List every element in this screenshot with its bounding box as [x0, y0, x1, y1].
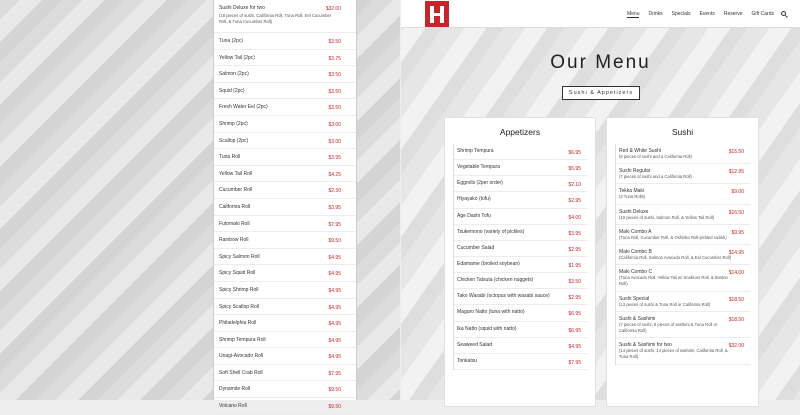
sushi-card — [606, 117, 759, 407]
search-icon[interactable] — [781, 11, 786, 16]
left-pane — [0, 0, 400, 411]
list-item — [454, 209, 587, 225]
item-name: Maguro Natto (tuna with natto) — [457, 309, 525, 316]
item-price: $4.00 — [568, 214, 581, 221]
item-price: $14.95 — [728, 250, 744, 257]
list-item — [616, 292, 750, 312]
list-item — [454, 160, 587, 176]
item-price: $3.75 — [328, 55, 341, 62]
list-item — [616, 164, 750, 184]
item-price: $4.95 — [328, 287, 341, 294]
item-price: $2.10 — [568, 182, 581, 189]
item-name: Spicy Squid Roll — [219, 270, 256, 277]
item-price: $4.95 — [328, 321, 341, 328]
item-price: $3.50 — [328, 39, 341, 45]
item-price: $32.00 — [325, 6, 341, 12]
item-price: $3.95 — [568, 230, 581, 237]
main-nav — [627, 11, 774, 18]
item-name: Tako Wasabi (octopus with wasabi sauce) — [457, 293, 550, 300]
list-item — [214, 33, 356, 50]
list-item — [214, 50, 356, 67]
item-price: $9.50 — [328, 238, 341, 245]
item-name: Salmon (2pc) — [219, 71, 249, 78]
item-price: $9.00 — [731, 189, 744, 196]
item-price: $3.50 — [328, 88, 341, 95]
item-price: $14.00 — [728, 270, 744, 277]
item-name: Sushi Special — [619, 295, 650, 302]
list-item — [214, 66, 356, 83]
item-desc: (3 Tuna Rolls) — [619, 194, 646, 200]
item-desc: (Tuna Avocado Roll, Yellow Tail w/ Scallions Roll, & Boston Roll) — [619, 275, 728, 287]
item-price: $4.95 — [328, 354, 341, 361]
item-price: $3.00 — [328, 138, 341, 145]
item-name: Shrimp Tempura Roll — [219, 336, 266, 343]
list-item — [214, 0, 356, 33]
item-name: Spicy Salmon Roll — [219, 253, 260, 260]
item-desc: (8 pieces of sushi and a California Roll) — [619, 154, 692, 159]
item-name: California Roll — [219, 203, 251, 210]
item-price: $7.95 — [328, 221, 341, 228]
item-price: $9.95 — [731, 229, 744, 236]
item-price: $4.95 — [568, 343, 581, 350]
list-item — [214, 299, 356, 316]
item-name: Fresh Water Eel (2pc) — [219, 104, 268, 111]
item-name: Maki Combo B — [619, 249, 652, 256]
item-name: Hiyayako (tofu) — [457, 196, 491, 203]
list-item — [454, 322, 587, 338]
item-name: Volcano Roll — [219, 403, 247, 410]
item-desc: (7 pieces of sushi and a California Roll) — [619, 174, 692, 180]
item-price: $4.95 — [328, 337, 341, 344]
list-item — [454, 225, 587, 241]
appetizers-list — [453, 144, 587, 370]
nav-reserve[interactable]: Reserve — [723, 11, 743, 17]
list-item — [454, 144, 587, 160]
item-price: $32.00 — [728, 343, 744, 350]
item-name: Eggrolls (2per order) — [457, 180, 503, 187]
item-desc: (Tuna Roll, Cucumber Roll, & Oshinko Roll-pickled radish) — [619, 234, 727, 240]
list-item — [454, 273, 587, 289]
item-name: Soft Shell Crab Roll — [219, 369, 263, 376]
item-price: $4.95 — [328, 304, 341, 311]
item-price: $3.95 — [328, 155, 341, 162]
item-name: Futomaki Roll — [219, 220, 250, 227]
item-price: $6.95 — [568, 327, 581, 334]
item-price: $15.50 — [728, 149, 744, 155]
list-item — [214, 199, 356, 216]
item-name: Sushi & Sashimi — [619, 315, 656, 322]
item-name: Yellow Tail (2pc) — [219, 54, 255, 61]
item-price: $5.95 — [568, 166, 581, 173]
item-name: Tuna Roll — [219, 154, 241, 161]
list-item — [616, 265, 750, 291]
item-price: $12.95 — [728, 169, 744, 176]
restaurant-logo[interactable] — [425, 1, 449, 27]
list-item — [214, 216, 356, 233]
item-price: $3.95 — [328, 204, 341, 211]
list-item — [214, 232, 356, 249]
list-item — [454, 289, 587, 305]
item-name: Seaweed Salad — [457, 341, 493, 348]
item-price: $18.50 — [728, 316, 744, 323]
list-item — [454, 176, 587, 192]
item-price: $16.50 — [728, 209, 744, 216]
list-item — [214, 133, 356, 150]
sushi-list — [615, 144, 750, 365]
list-item — [214, 265, 356, 282]
item-name: Squid (2pc) — [219, 87, 245, 94]
item-name: Tsukemono (variety of pickles) — [457, 228, 525, 235]
item-name: Sushi Deluxe — [619, 208, 649, 215]
item-name: Spicy Scallop Roll — [219, 303, 260, 310]
nav-events[interactable]: Events — [699, 11, 715, 17]
item-price: $2.95 — [568, 246, 581, 253]
item-name: Sushi & Sashimi for two — [619, 342, 672, 349]
item-name: Unagi-Avocado Roll — [219, 353, 264, 360]
item-name: Spicy Shrimp Roll — [219, 286, 259, 293]
item-name: Tuna (2pc) — [219, 38, 243, 44]
item-name: Rainbow Roll — [219, 237, 249, 244]
list-item — [214, 365, 356, 382]
list-item — [214, 282, 356, 299]
item-name: Yellow Tail Roll — [219, 170, 253, 177]
list-item — [454, 192, 587, 208]
list-item — [454, 241, 587, 257]
list-item — [214, 332, 356, 349]
item-name: Sushi Deluxe for two — [219, 5, 265, 11]
list-item — [616, 245, 750, 265]
list-item — [214, 149, 356, 166]
appetizers-card — [444, 117, 596, 407]
item-name: Age Dashi Tofu — [457, 212, 491, 219]
item-price: $4.95 — [328, 254, 341, 261]
item-price: $2.95 — [568, 198, 581, 205]
list-item — [616, 184, 750, 204]
item-name: Scallop (2pc) — [219, 137, 249, 144]
item-price: $6.95 — [568, 311, 581, 318]
item-name: Maki Combo A — [619, 228, 652, 235]
item-desc: (California Roll, Salmon Avocado Roll, & Eel Cucumber Roll) — [619, 255, 732, 261]
item-desc: (10 pieces of sushi, Salmon Roll, & Yellow Tail Roll) — [619, 214, 715, 220]
sushi-title: Sushi — [671, 127, 694, 137]
item-price: $4.95 — [328, 271, 341, 278]
item-price: $3.50 — [328, 72, 341, 79]
list-item — [454, 257, 587, 273]
left-menu-list — [213, 0, 357, 411]
item-price: $4.25 — [328, 171, 341, 178]
list-item — [454, 338, 587, 354]
item-price: $18.50 — [728, 296, 744, 303]
list-item — [616, 312, 750, 338]
item-name: Sushi Regular — [619, 168, 651, 175]
item-desc: (13 pieces of sushi & Tuna Roll or California Roll) — [619, 301, 711, 307]
list-item — [214, 398, 356, 415]
list-item — [616, 338, 750, 364]
item-price: $3.50 — [328, 105, 341, 112]
item-price: $1.95 — [568, 262, 581, 269]
website-pane — [401, 0, 800, 400]
list-item — [214, 99, 356, 116]
item-name: Cucumber Salad — [457, 244, 495, 251]
list-item — [214, 116, 356, 133]
item-price: $3.50 — [568, 279, 581, 286]
item-price: $7.95 — [568, 359, 581, 366]
item-name: Philadelphia Roll — [219, 320, 257, 327]
item-price: $2.95 — [568, 295, 581, 302]
list-item — [214, 249, 356, 266]
list-item — [214, 381, 356, 398]
nav-gift-cards[interactable]: Gift Cards — [751, 11, 774, 17]
list-item — [214, 348, 356, 365]
item-name: Maki Combo C — [619, 269, 653, 276]
list-item — [214, 315, 356, 332]
list-item — [616, 205, 750, 225]
list-item — [214, 83, 356, 100]
item-price: $9.50 — [328, 387, 341, 394]
item-desc: (14 pieces of sushi, 14 pieces of sashimi, California Roll, & Tuna Roll) — [619, 348, 728, 360]
item-desc: (18 pieces of sushi, California Roll, Tuna Roll, Eel Cucumber Roll, & Tuna Cucumber Roll) — [219, 13, 332, 24]
list-item — [214, 166, 356, 183]
nav-menu[interactable]: Menu — [626, 11, 640, 17]
list-item — [616, 144, 750, 164]
item-price: $7.95 — [328, 370, 341, 377]
item-name: Vegetable Tempura — [457, 164, 500, 171]
item-name: Cucumber Roll — [219, 187, 253, 194]
item-name: Tekka Maki — [619, 188, 645, 195]
item-price: $9.50 — [328, 404, 341, 411]
item-name: Shrimp (2pc) — [219, 120, 248, 127]
item-name: Ika Natto (squid with natto) — [457, 325, 517, 332]
appetizers-title: Appetizers — [499, 127, 541, 137]
list-item — [454, 354, 587, 370]
item-name: Chicken Tatsuta (chicken nuggets) — [457, 277, 534, 284]
item-name: Shrimp Tempura — [457, 148, 494, 154]
item-name: Tonkatsu — [457, 357, 478, 364]
item-price: $2.30 — [328, 188, 341, 195]
list-item — [214, 182, 356, 199]
page-title: Our Menu — [550, 52, 651, 73]
item-price: $3.00 — [328, 121, 341, 128]
item-name: Red & White Sushi — [619, 148, 661, 154]
nav-specials[interactable]: Specials — [671, 11, 691, 17]
list-item — [616, 225, 750, 245]
item-price: $6.95 — [568, 150, 581, 156]
item-name: Dynamite Roll — [219, 386, 251, 393]
top-navbar — [401, 0, 800, 28]
item-desc: (7 pieces of sushi, 8 pieces of sashimi & Tuna Roll or California Roll) — [619, 321, 718, 334]
item-name: Edamame (broiled soybean) — [457, 260, 520, 267]
nav-drinks[interactable]: Drinks — [648, 11, 663, 17]
category-button[interactable]: Sushi & Appetizers — [562, 86, 640, 100]
list-item — [454, 305, 587, 321]
